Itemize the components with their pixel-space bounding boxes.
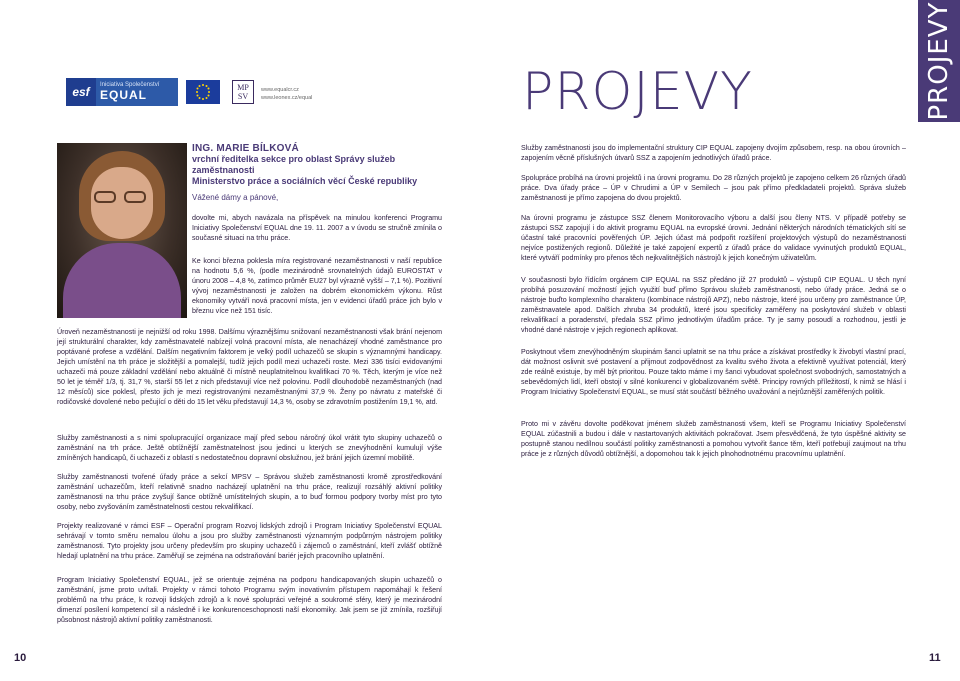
eu-stars-icon <box>186 80 220 104</box>
right-paragraph-4: V současnosti bylo řídícím orgánem CIP EQUAL na SSZ předáno již 27 produktů – výstupů CIP EQUAL. U těch nyní probíhá posuzování možností jejich využití buď přímo Správou služeb zaměstnanosti, nebo úřady práce. Jedná se o nástroje buďto komplexního charakteru (kombinace nástrojů APZ), nebo nástroje, které jsou určeny pro zaměstnance ÚP, zaměstnavatele apod. Dalších zhruba 34 produktů, které jsou specificky zaměřeny na poskytování služeb v oblasti rekvalifikací a poradenství, předala SSZ přímo jednotlivým úřadům práce. Ty je samy posoudí a rozhodnou, jestli je vhodné dané nástroje v jejich regionech aplikovat. <box>521 276 906 334</box>
left-paragraph-4: Služby zaměstnanosti a s nimi spolupracující organizace mají před sebou náročný úkol vrátit tyto skupiny uchazečů o zaměstnání na trh práce. Ještě obtížnější zaměstnatelnost jsou jedinci u kterých se znevýhodnění kumulují výše zmíněných handicapů, či uchazeči z oblastí s nedostatečnou dopravní obslužnou, jež brání jejich územní mobilitě. <box>57 434 442 462</box>
left-paragraph-3: Úroveň nezaměstnanosti je nejnižší od roku 1998. Dalšímu výraznějšímu snižovaní nezaměstnanosti však brání nejenom její strukturální charakter, kdy zaměstnavatelé nabízejí volná pracovní místa, ale nenacházejí vhodné zaměstnance pro poptávané profese a vzdělání. Dalším negativním faktorem je velký podíl uchazečů se skupin s významnými handicapy. Jejich umístění na trh práce je složitější a pomalejší, tudíž jejich podíl mezi uchazeči roste. Mezi 336 tisíci evidovanými uchazeči má pouze základní vzdělání nebo aktuálně či místně neuplatnitelnou kvalifikaci 70 %. Těch, kterým je více než 50 let je téměř 1/3, tj. 31,7 %, starší 55 let z nich představují více než polovinu. Podíl dlouhodobě nezaměstnaných (nad 12 měsíců) sice poklesl, přesto jich je mezi registrovanými nezaměstnanými 37,9 %. Ženy po návratu z mateřské či rodičovské dovolené nebo pečující o děti do 15 let věku představují 14,3 %, osoby se zdravotním postižením 19,1 %, atd. <box>57 328 442 406</box>
header-link-equalcr[interactable]: www.equalcr.cz <box>261 87 299 93</box>
greeting: Vážené dámy a pánové, <box>192 193 279 202</box>
left-paragraph-1: dovolte mi, abych navázala na příspěvek na minulou konferenci Programu Iniciativy Společenství EQUAL dne 19. 11. 2007 a v úvodu se stručně zmínila o současné situaci na trhu práce. <box>192 214 442 242</box>
page-number-right: 11 <box>929 652 941 664</box>
equal-logo-word: EQUAL <box>100 88 147 102</box>
header-links <box>261 86 312 102</box>
speaker-photo <box>57 143 187 318</box>
left-paragraph-5: Služby zaměstnanosti tvořené úřady práce a sekcí MPSV – Správou služeb zaměstnanosti kromě zprostředkování zaměstnání uchazečům, kteří relativně snadno nacházejí uplatnění na trhu práce, realizují rozsáhlý aktivní politiky zaměstnanosti na trhu práce zvyšují šance obtížně umístitelných skupin, a to buď formou podpory tvorby míst pro tyto osoby, nebo zvyšováním zaměstnatelnosti cestou rekvalifikací. <box>57 473 442 511</box>
page-number-left: 10 <box>14 652 27 664</box>
speaker-role <box>192 154 442 187</box>
side-tab <box>918 0 960 122</box>
mpsv-logo-bottom: SV <box>237 92 249 101</box>
left-paragraph-2: Ke konci března poklesla míra registrované nezaměstnanosti v naší republice na hodnotu 5,6 %, (podle mezinárodně srovnatelných údajů EUROSTAT v únoru 2008 – 4,8 %, zatímco průměr EU27 byl výrazně vyšší – 7,1 %). Pozitivní vývoj nezaměstnanosti je založen na dobrém ekonomickém výkonu. Růst ekonomiky vytváří nová pracovní místa, jen v evidenci úřadů práce jich bylo v březnu více než 151 tisíc. <box>192 257 442 315</box>
right-paragraph-2: Spolupráce probíhá na úrovni projektů i na úrovni programu. Do 28 různých projektů je zapojeno celkem 26 různých úřadů práce. Dva úřady práce – ÚP v Chrudimi a ÚP v Semilech – jsou pak přímo předkladateli projektů. Správa služeb zaměstnanosti je přímo zapojena do dvou projektů. <box>521 174 906 202</box>
esf-equal-logo <box>66 78 178 106</box>
speaker-role-line1: vrchní ředitelka sekce pro oblast Správy služeb zaměstnanosti <box>192 154 396 175</box>
esf-logo-mark: esf <box>66 78 96 106</box>
header-link-leonex[interactable]: www.leonex.cz/equal <box>261 95 313 101</box>
section-title: PROJEVY <box>522 62 753 122</box>
right-paragraph-3: Na úrovni programu je zástupce SSZ členem Monitorovacího výboru a další jsou členy NTS. V případě potřeby se zástupci SSZ zapojují i do aktivit programu EQUAL na evropské úrovni. Jednání některých národních tématických sítí se účastní také pracovníci pověřených ÚP. Jejich účast má podpořit rozšíření projektových výstupů do nezaměstnanosti nejvíce postižených regionů. Důležité je také zapojení expertů z úřadů práce do validace vyvinutých produktů EQUAL, které vytváří podmínky pro přenos těch nejkvalitnějších nástrojů k jejich konečným uživatelům. <box>521 214 906 262</box>
photo-glasses-shape <box>94 191 150 204</box>
speaker-role-line2: Ministerstvo práce a sociálních věcí České republiky <box>192 176 418 186</box>
right-paragraph-6: Proto mi v závěru dovolte poděkovat jménem služeb zaměstnanosti všem, kteří se Programu Iniciativy Společenství EQUAL zúčastnili a budou i dále v nastartovaných aktivitách pokračovat. Jsem přesvědčená, že tyto úspěšné aktivity se postupně stanou nedílnou součástí politiky zaměstnanosti a pomohou vytvořit šance těm, kteří potřebují zaujmout na trhu práce je z různých důvodů obtížnější, a dopomohou tak k jejich plnohodnotnému pracovnímu uplatnění. <box>521 420 906 458</box>
equal-logo-subtitle: Iniciativa Společenství <box>100 82 160 88</box>
equal-logo <box>96 78 178 106</box>
speaker-name: ING. MARIE BÍLKOVÁ <box>192 143 299 154</box>
side-tab-label: PROJEVY <box>924 1 954 121</box>
photo-body-shape <box>63 243 181 318</box>
right-paragraph-1: Služby zaměstnanosti jsou do implementační struktury CIP EQUAL zapojeny dvojím způsobem, resp. na obou úrovních – zapojením věcně příslušných útvarů SSZ a zapojením jednotlivých úřadů práce. <box>521 144 906 162</box>
mpsv-logo <box>232 80 254 104</box>
left-paragraph-6: Projekty realizované v rámci ESF – Operační program Rozvoj lidských zdrojů i Program Iniciativy Společenství EQUAL sehrávají v tomto směru nemalou úlohu a jsou pro služby zaměstnanosti významným podpůrným nástrojem politiky zaměstnanosti. Tyto projekty jsou určeny především pro skupiny uchazečů i zájemců o zaměstnání, kteří zvlášť obtížně hledají uplatnění na trhu práce. Zaměřují se zejména na odstraňování bariér jejich pracovního uplatnění. <box>57 522 442 560</box>
mpsv-logo-top: MP <box>237 83 249 92</box>
glasses-left-lens <box>94 191 116 203</box>
glasses-right-lens <box>124 191 146 203</box>
eu-flag-icon <box>186 80 220 104</box>
right-paragraph-5: Poskytnout všem znevýhodněným skupinám šanci uplatnit se na trhu práce a získávat prostředky k živobytí vlastní prací, dát možnost oslivnit své postavení a přijmout zodpovědnost za kvalitu svého života a efektivně využívat potenciál, který zde reálně existuje, by měl být prioritou. Pouze takto máme i my šanci vybudovat společnost svobodných, samostatných a sebevědomých lidí, kteří obstojí v silné konkurenci v globalizovaném světě. Principy rovných příležitostí, k nimž se hlásí i Program Iniciativy Společenství EQUAL, se musí stát součástí běžného uvažování a nejrůznější zaměřených politik. <box>521 348 906 396</box>
left-paragraph-7: Program Iniciativy Společenství EQUAL, jež se orientuje zejména na podporu handicapovaných skupin uchazečů o zaměstnání, jsme proto uvítali. Projekty v rámci tohoto Programu svým inovativním přístupem napomáhají k řešení problémů na trhu práce, k rozvoji lidských zdrojů a k nové spolupráci veřejné a soukromé sféry, který je mezinárodní dimenzí posílení kompetencí sil a následně i ke konkurenceschopnosti naší ekonomiky. Jak jsem se již zmínila, rozšiřují působnost nástrojů aktivní politiky zaměstnanosti. <box>57 576 442 624</box>
